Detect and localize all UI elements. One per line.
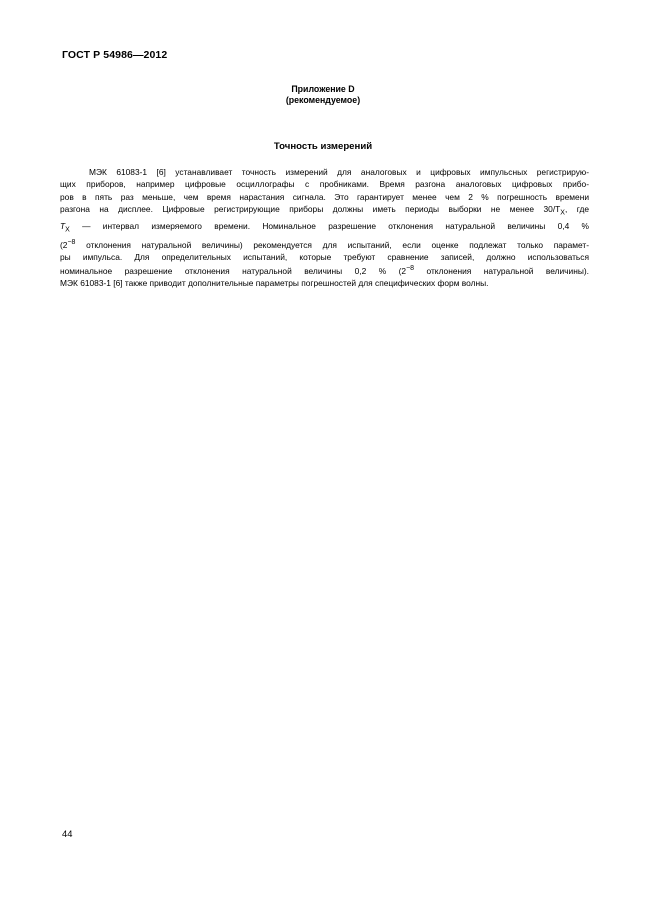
line-text: — интервал измеряемого времени. Номинальное разрешение отклонения натуральной величины 0,4 %	[69, 220, 589, 231]
body-paragraph	[60, 166, 589, 290]
appendix-title: Приложение D	[291, 84, 355, 94]
subscript-x: X	[560, 209, 565, 217]
section-title: Точность измерений	[273, 141, 373, 152]
appendix-status: (рекомендуемое)	[285, 95, 361, 105]
line-text: (2	[60, 239, 68, 250]
paragraph-line	[60, 203, 589, 220]
paragraph-line: щих приборов, например цифровые осциллографы с пробниками. Время разгона аналоговых цифровых прибо-	[60, 179, 589, 190]
subscript-x: X	[65, 226, 70, 234]
paragraph-line	[60, 220, 589, 237]
line-text: , где	[564, 203, 589, 214]
superscript-exponent: −8	[67, 238, 76, 246]
line-text: номинальное разрешение отклонения натуральной величины 0,2 % (2	[60, 266, 407, 277]
appendix-heading	[0, 84, 646, 106]
line-text: отклонения натуральной величины).	[414, 266, 589, 277]
paragraph-line	[60, 237, 589, 251]
paragraph-line: ры импульса. Для определительных испытаний, которые требуют сравнение записей, должно использоваться	[60, 251, 589, 262]
paragraph-line: МЭК 61083-1 [6] также приводит дополнительные параметры погрешностей для специфических форм волны.	[60, 278, 489, 289]
doc-code-header: ГОСТ Р 54986—2012	[62, 49, 168, 61]
time-symbol: T	[60, 220, 66, 231]
paragraph-line: ров в пять раз меньше, чем время нарастания сигнала. Это гарантирует менее чем 2 % погрешность времени	[60, 191, 589, 202]
paragraph-line: МЭК 61083-1 [6] устанавливает точность измерений для аналоговых и цифровых импульсных регистрирую-	[89, 167, 589, 177]
superscript-exponent: −8	[406, 265, 415, 273]
line-text: разгона на дисплее. Цифровые регистрирующие приборы должны иметь периоды выборки не менее 30/T	[60, 203, 561, 214]
page-number: 44	[62, 828, 73, 839]
line-text: отклонения натуральной величины) рекомендуется для испытаний, если оценке подлежат только парамет-	[75, 239, 589, 250]
paragraph-line	[60, 263, 589, 277]
